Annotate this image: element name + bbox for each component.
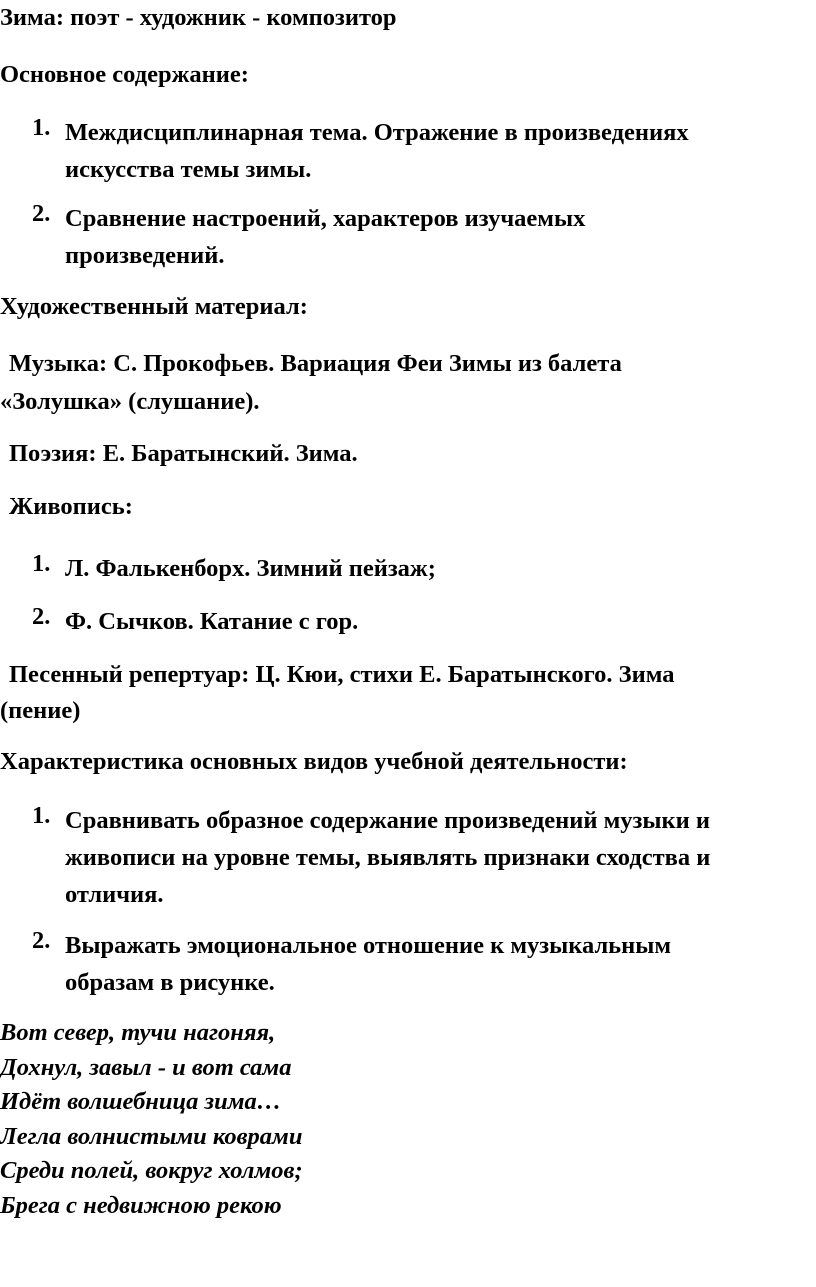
page-title <box>0 4 397 32</box>
material-poetry: Поэзия: Е. Баратынский. Зима. <box>9 440 358 467</box>
list-item-text: произведений. <box>65 242 225 269</box>
list-number: 1. <box>32 550 51 577</box>
material-songs: Песенный репертуар: Ц. Кюи, стихи Е. Баратынского. Зима (пение) <box>0 661 675 724</box>
painting-heading: Живопись: <box>9 493 133 520</box>
material-music: Музыка: С. Прокофьев. Вариация Феи Зимы из балета «Золушка» (слушание). <box>0 350 622 415</box>
poem-line: Идёт волшебница зима… <box>0 1088 282 1116</box>
list-item-text: образам в рисунке. <box>65 969 275 996</box>
poem-line: Легла волнистыми коврами <box>0 1122 303 1150</box>
list-item-text: искусства темы зимы. <box>65 156 312 183</box>
activities-heading: Характеристика основных видов учебной деятельности: <box>0 748 628 775</box>
list-item-text: Выражать эмоциональное отношение к музыкальным <box>65 932 672 959</box>
list-item-text: отличия. <box>65 881 164 908</box>
list-item-text: Ф. Сычков. Катание с гор. <box>65 608 359 635</box>
title-text: Зима: поэт - художник - композитор <box>0 4 397 31</box>
list-number: 1. <box>32 802 51 829</box>
list-number: 2. <box>32 603 51 630</box>
material-heading: Художественный материал: <box>0 293 308 320</box>
poem-line: Дохнул, завыл - и вот сама <box>0 1053 292 1081</box>
list-item-text: живописи на уровне темы, выявлять признаки сходства и <box>65 844 711 871</box>
list-number: 1. <box>32 114 51 141</box>
list-item-text: Л. Фалькенборх. Зимний пейзаж; <box>65 555 436 582</box>
content-heading: Основное содержание: <box>0 61 249 88</box>
poem-line: Среди полей, вокруг холмов; <box>0 1157 303 1185</box>
list-item-text: Сравнивать образное содержание произведений музыки и <box>65 807 711 834</box>
list-item-text: Междисциплинарная тема. Отражение в произведениях <box>65 119 689 146</box>
list-number: 2. <box>32 200 51 227</box>
list-item-text: Сравнение настроений, характеров изучаемых <box>65 205 586 232</box>
list-number: 2. <box>32 927 51 954</box>
poem-line: Брега с недвижною рекою <box>0 1191 282 1219</box>
poem <box>0 1016 303 1224</box>
poem-line: Вот север, тучи нагоняя, <box>0 1019 276 1046</box>
